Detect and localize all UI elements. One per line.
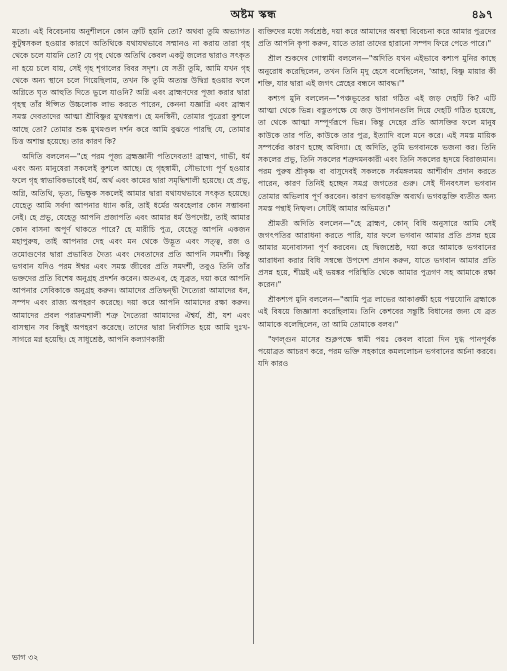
section-title: অষ্টম স্কন্ধ	[230, 8, 277, 21]
signature-mark: ভাগ ৩২	[12, 653, 39, 662]
page-header	[0, 6, 507, 22]
column-divider	[253, 28, 254, 644]
paragraph: কশ্যপ মুনি বললেন—"পঞ্চভূতের দ্বারা গঠিত এই জড় দেহটি কি? এটি আত্মা থেকে ভিন্ন। বস্তুতপক্ষে যে জড় উপাদানগুলি দিয়ে দেহটি গঠিত হয়েছে, তা থেকে আত্মা সম্পূর্ণরূপে ভিন্ন। কিন্তু দেহের প্রতি আসক্তির ফলে মানুষ কাউকে তার পতি, কাউকে তার পুত্র, ইত্যাদি বলে মনে করে। এই সমস্ত মায়িক সম্পর্কের কারণ হচ্ছে অবিদ্যা। হে অদিতি, তুমি ভগবানকে ভজনা কর। তিনি সকলের প্রভু, তিনি সকলের শত্রুদমনকারী এবং তিনি সকলের হৃদয়ে বিরাজমান। পরম পুরুষ শ্রীকৃষ্ণ বা বাসুদেবই সকলকে সর্বমঙ্গলময় আশীর্বাদ প্রদান করতে পারেন, কারণ তিনিই হচ্ছেন সমগ্র জগতের গুরু। সেই দীনবৎসল ভগবান তোমার অভিলাষ পূর্ণ করবেন। কারণ ভগবদ্ভক্তি অব্যর্থ। ভগবদ্ভক্তি ব্যতীত অন্য সমস্ত পন্থাই নিষ্ফল। সেটিই আমার অভিমত।"	[258, 94, 496, 213]
right-column	[258, 26, 496, 646]
paragraph: মতো। এই বিবেচনায় অনুশীলনে কোন ত্রুটি হয়নি তো? অথবা তুমি অভ্যাগত কুটুম্বসকল হওয়ার কারণে অতিথিকে যথাযথভাবে সম্মানও না করায় তারা গৃহ থেকে চলে যায়নি তো? যে গৃহ থেকে অতিথি কেবল একটু জলের দ্বারাও সৎকৃত না হয়ে চলে যায়, সেই গৃহ শৃগালের বিবর সদৃশ। যে সতী তুমি, আমি যখন গৃহ থেকে অন্য স্থানে চলে গিয়েছিলাম, তখন কি তুমি অত্যন্ত উদ্বিগ্ন হওয়ার ফলে অগ্নিতে ঘৃত আহুতি দিতে ভুলে যাওনি? অগ্নি এবং ব্রাহ্মণদের পূজা করার দ্বারা গৃহস্থ তাঁর ঈপ্সিত উচ্চলোক লাভ করতে পারেন, কেননা যজ্ঞাগ্নি এবং ব্রাহ্মণ সমস্ত দেবতাদের আত্মা শ্রীবিষ্ণুর মুখস্বরূপ। হে মনস্বিনী, তোমার পুত্রেরা কুশলে আছে তো? তোমার শুষ্ক মুখমণ্ডল দর্শন করে আমি বুঝতে পারছি যে, তোমার চিত্ত অশান্ত হয়েছে। তার কারণ কি?	[12, 27, 250, 146]
paragraph: শ্রীকশ্যপ মুনি বললেন—"আমি পুত্র লাভের আকাঙ্ক্ষী হয়ে পদ্মযোনি ব্রহ্মাকে এই বিষয়ে জিজ্ঞাসা করেছিলাম। তিনি কেশবের সন্তুষ্টি বিধানের জন্য যে ব্রত আমাকে বলেছিলেন, তা আমি তোমাকে বলব।"	[258, 295, 496, 329]
page-number: ৪৯৭	[471, 8, 493, 21]
paragraph: "ফাল্গুন মাসের শুক্লপক্ষে স্বামী পয়ঃ কেবল বারো দিন দুগ্ধ পানপূর্বক পয়োব্রত আচরণ করে, পরম ভক্তি সহকারে কমললোচন ভগবানের অর্চনা করবে। যদি কারও	[258, 334, 496, 369]
paragraph: শ্রীল শুকদেব গোস্বামী বললেন—"অদিতি যখন এইভাবে কশ্যপ মুনির কাছে অনুরোধ করেছিলেন, তখন তিনি মৃদু হেসে বলেছিলেন, 'আহা, বিষ্ণু মায়ার কী শক্তি, যার দ্বারা এই জগৎ স্নেহের বন্ধনে আবদ্ধ।'"	[258, 54, 496, 88]
paragraph: অদিতি বললেন—"হে পরম পূজ্য ব্রহ্মজ্ঞানী পতিদেবতা! ব্রাহ্মণ, গাভী, ধর্ম এবং অন্য মানুষেরা সকলেই কুশলে আছে। হে গৃহস্বামী, সৌভাগ্যে পূর্ণ হওয়ার ফলে গৃহ স্বাভাবিকভাবেই ধর্ম, অর্থ এবং কামের দ্বারা সমৃদ্ধিশালী হয়েছে। হে প্রভু, অগ্নি, অতিথি, ভৃত্য, ভিক্ষুক সকলেই আমার দ্বারা যথাযথভাবে সৎকৃত হয়েছে। যেহেতু আমি সর্বদা আপনার ধ্যান করি, তাই ধর্মের অবহেলার কোন সম্ভাবনা নেই। হে প্রভু, যেহেতু আপনি প্রজাপতি এবং আমার ধর্ম উপদেষ্টা, তাই আমার কোন বাসনা অপূর্ণ থাকতে পারে? হে মারীচি পুত্র, যেহেতু আপনি একজন মহাপুরুষ, তাই আপনার দেহ এবং মন থেকে উদ্ভূত এবং সত্ত্ব, রজ ও তমোগুণের দ্বারা প্রভাবিত দৈত্য এবং দেবতাদের প্রতি আপনি সমদর্শী। কিন্তু ভগবান যদিও পরম ঈশ্বর এবং সমস্ত জীবের প্রতি সমদর্শী, তবুও তিনি তাঁর ভক্তদের প্রতি বিশেষ অনুগ্রহ প্রদর্শন করেন। অতএব, হে সুব্রত, দয়া করে আপনি আপনার সেবিকাকে অনুগ্রহ করুন। আমাদের প্রতিদ্বন্দ্বী দৈত্যেরা আমাদের ধন, সম্পদ এবং রাজ্য অপহরণ করেছে। দয়া করে আপনি আমাদের রক্ষা করুন। আমাদের প্রবল পরাক্রমশালী শত্রু দৈত্যেরা আমাদের ঐশ্বর্য, শ্রী, যশ এবং বাসস্থান সব কিছুই অপহরণ করেছে। তাদের দ্বারা নির্বাসিত হয়ে আমি দুঃখ-সাগরে মগ্ন হয়েছি। হে সাধুশ্রেষ্ঠ, আপনি কল্যাণকারী	[12, 152, 250, 345]
paragraph: শ্রীমতী অদিতি বললেন—"হে ব্রাহ্মণ, কোন্ বিধি অনুসারে আমি সেই জগৎপতির আরাধনা করতে পারি, যার ফলে ভগবান আমার প্রতি প্রসন্ন হয়ে আমার মনোবাসনা পূর্ণ করবেন। হে দ্বিজশ্রেষ্ঠ, দয়া করে আমাকে ভগবানের আরাধনা করার বিধি সম্বন্ধে উপদেশ প্রদান করুন, যাতে ভগবান আমার প্রতি প্রসন্ন হয়ে, শীঘ্রই এই ভয়ঙ্কর পরিস্থিতি থেকে আমার পুত্রগণ সহ আমাকে রক্ষা করেন।"	[258, 219, 496, 290]
paragraph: ব্যক্তিদের মধ্যে সর্বশ্রেষ্ঠ, দয়া করে আমাদের অবস্থা বিবেচনা করে আমার পুত্রদের প্রতি আপনি কৃপা করুন, যাতে তারা তাদের হারানো সম্পদ ফিরে পেতে পারে।"	[258, 27, 496, 49]
left-column	[12, 26, 250, 646]
